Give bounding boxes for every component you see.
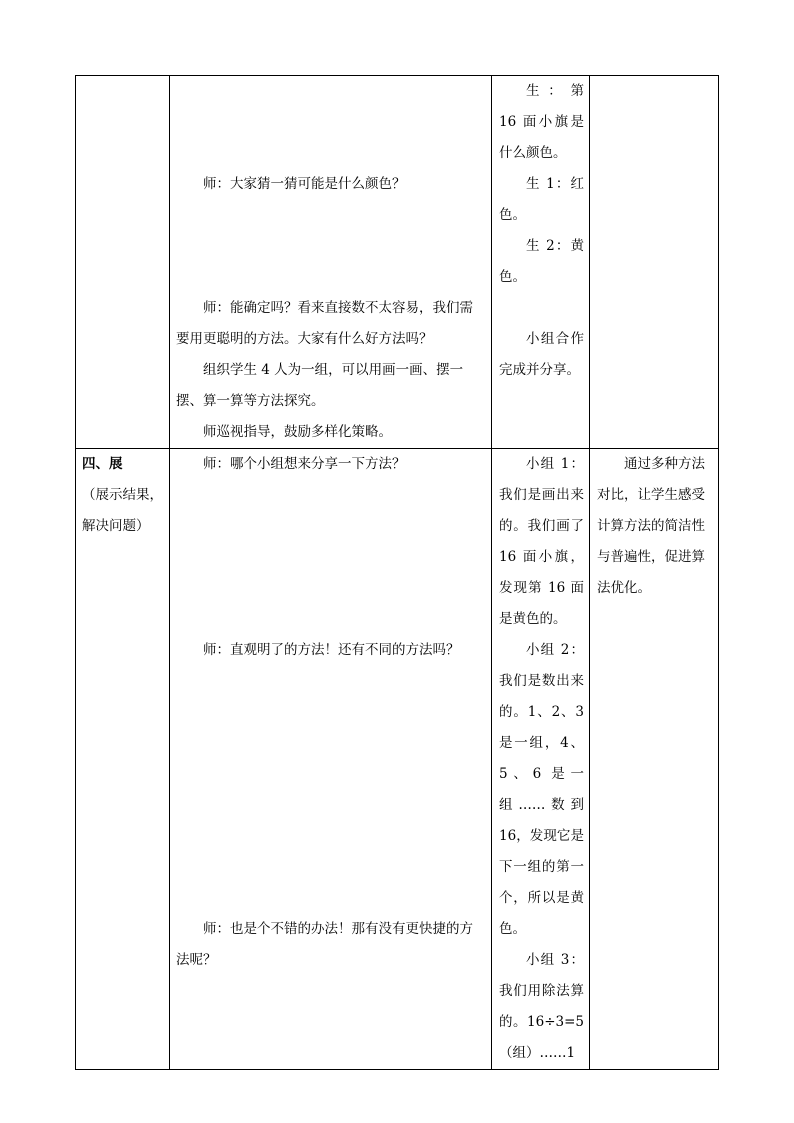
design-intent-cell	[590, 449, 719, 1070]
design-intent-text: 通过多种方法对比，让学生感受计算方法的简洁性与普遍性，促进算法优化。	[597, 456, 705, 596]
teacher-line: 师：也是个不错的办法！那有没有更快捷的方法呢？	[176, 921, 473, 968]
teacher-activity-cell	[170, 76, 492, 449]
student-line: 生 2：黄色。	[499, 238, 584, 285]
student-line: 小组 1：我们是画出来的。我们画了 16 面小旗，发现第 16 面是黄色的。	[499, 456, 584, 627]
student-line: 小组 3：我们用除法算的。16÷3=5（组）……1	[499, 952, 584, 1061]
teacher-line: 师巡视指导，鼓励多样化策略。	[203, 424, 392, 440]
student-activity-cell	[492, 76, 590, 449]
stage-title: 四、展	[82, 456, 123, 472]
teacher-line: 师：能确定吗？看来直接数不太容易，我们需要用更聪明的方法。大家有什么好方法吗？	[176, 300, 473, 347]
teacher-line: 师：哪个小组想来分享一下方法？	[203, 456, 406, 472]
stage-subtitle: （展示结果，解决问题）	[82, 487, 163, 534]
teacher-line: 师：大家猜一猜可能是什么颜色？	[203, 176, 406, 192]
design-intent-cell	[590, 76, 719, 449]
teacher-line: 师：直观明了的方法！还有不同的方法吗？	[203, 642, 460, 658]
table-row	[76, 449, 719, 1070]
stage-cell	[76, 76, 170, 449]
student-line: 小组 2：我们是数出来的。1、2、3 是一组，4、5、6 是一组……数到 16，发现它是下一组的第一个，所以是黄色。	[499, 642, 584, 937]
teacher-line: 组织学生 4 人为一组，可以用画一画、摆一摆、算一算等方法探究。	[176, 362, 464, 409]
student-line: 生 1：红色。	[499, 176, 584, 223]
student-line: 小组合作完成并分享。	[499, 331, 584, 378]
student-activity-cell	[492, 449, 590, 1070]
teacher-activity-cell	[170, 449, 492, 1070]
student-line: 生：第 16 面小旗是什么颜色。	[499, 83, 584, 161]
lesson-plan-table	[75, 75, 719, 1070]
table-row	[76, 76, 719, 449]
stage-cell	[76, 449, 170, 1070]
